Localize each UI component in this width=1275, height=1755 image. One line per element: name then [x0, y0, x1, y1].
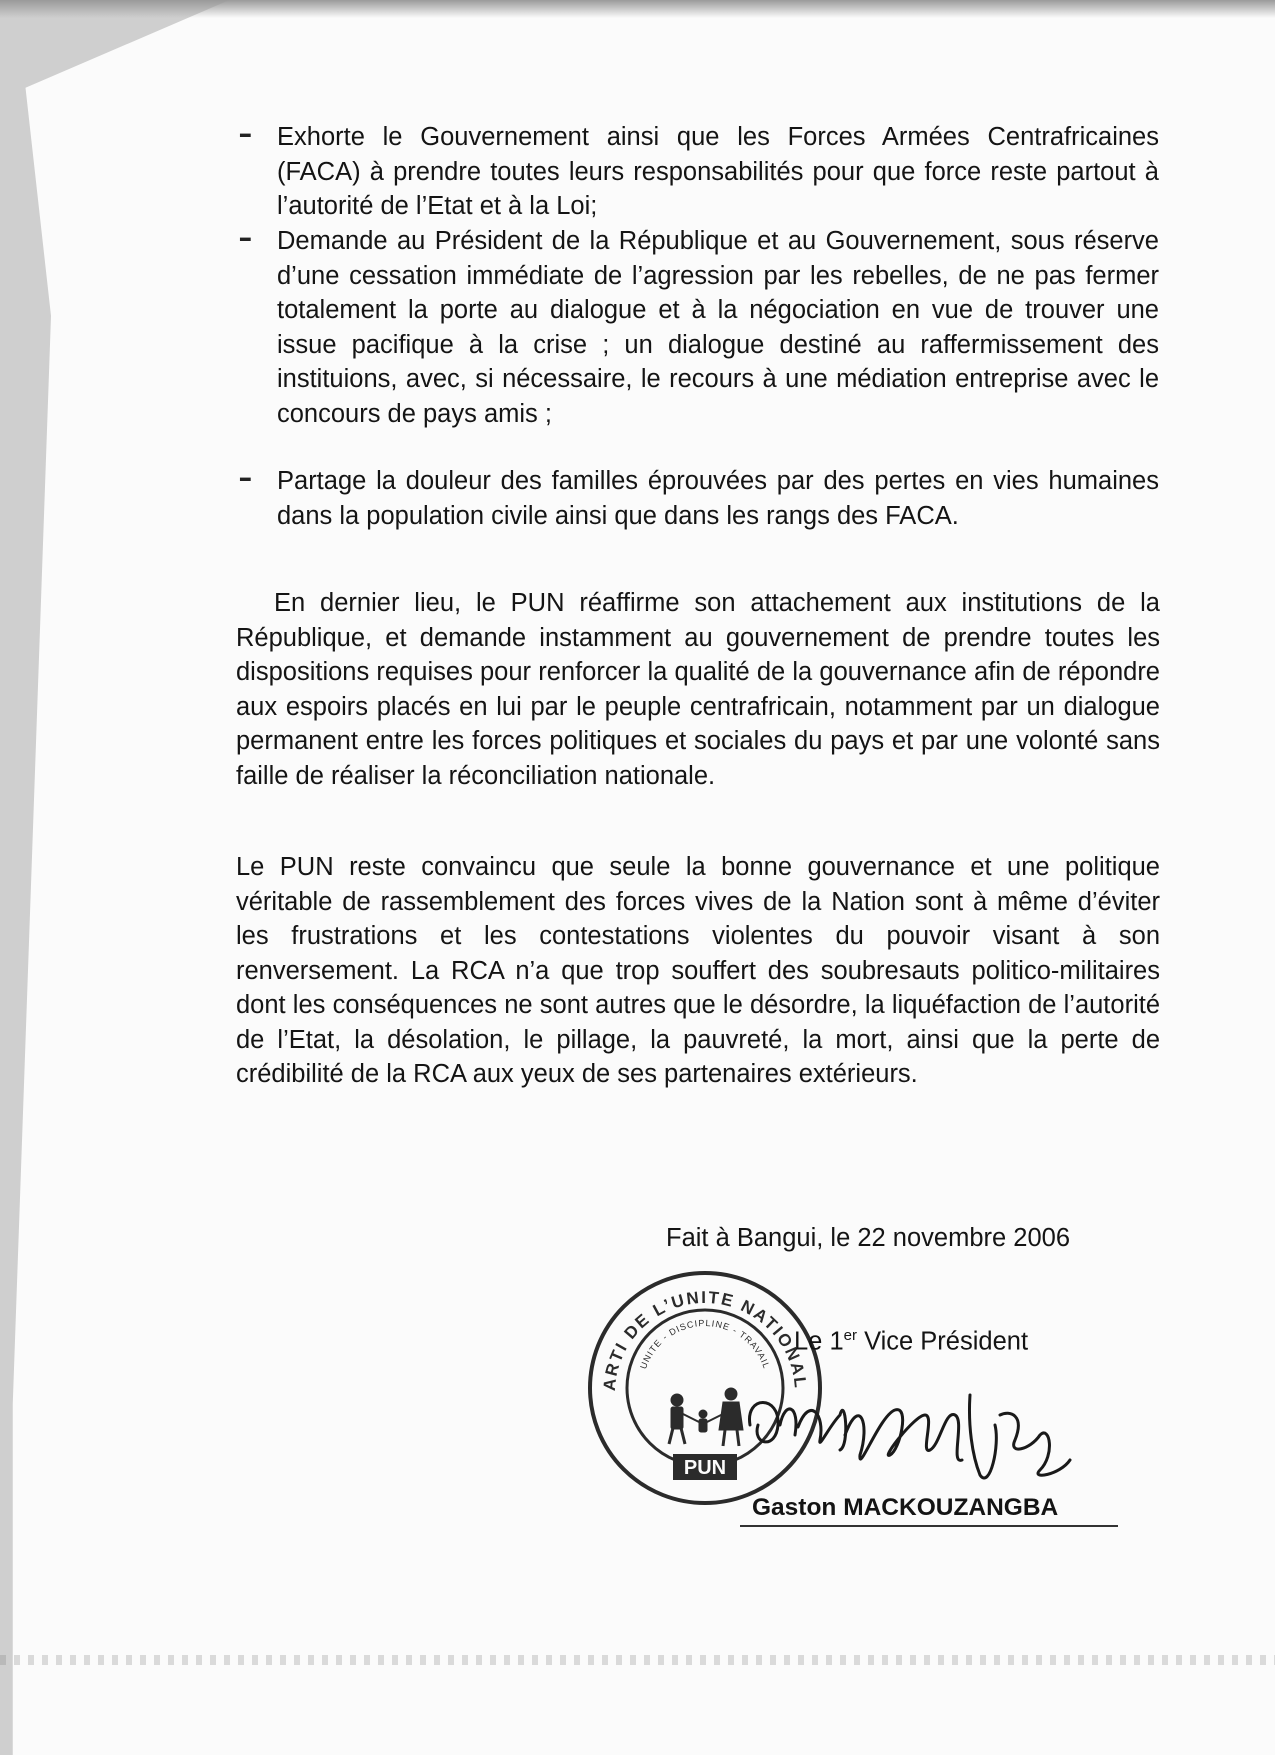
signatory-name: Gaston MACKOUZANGBA	[752, 1494, 1059, 1521]
signatory-title-prefix: Le 1	[794, 1327, 844, 1356]
handwritten-signature	[740, 1355, 1100, 1500]
bullet-marker: -	[238, 212, 253, 261]
bullet-item-demande: Demande au Président de la République et au Gouvernement, sous réserve d’une cessation immédiate de l’agression par les rebelles, de ne pas fermer totalement la porte au dialogue et à la négociation en vue de trouver une issue pacifique à la crise ; un dialogue destiné au raffermissement des instituions, avec, si nécessaire, le recours à une médiation entreprise avec le concours de pays amis ;	[277, 227, 1159, 428]
bullet-item-partage: Partage la douleur des familles éprouvées par des pertes en vies humaines dans la population civile ainsi que dans les rangs des FACA.	[277, 467, 1159, 530]
signatory-title-sup: er	[843, 1327, 857, 1344]
stamp-center-text: PUN	[683, 1457, 727, 1479]
signature-graphic	[740, 1355, 1100, 1495]
signatory-title-suffix: Vice Président	[856, 1327, 1029, 1356]
place-and-date: Fait à Bangui, le 22 novembre 2006	[666, 1224, 1071, 1252]
stamp-outer-text: ARTI DE L’UNITE NATIONAL	[599, 1287, 811, 1392]
stamp-inner-text: UNITE - DISCIPLINE - TRAVAIL	[638, 1317, 772, 1371]
signatory-title	[794, 1327, 1028, 1357]
paragraph-pun-convaincu: Le PUN reste convaincu que seule la bonne gouvernance et une politique véritable de rassemblement des forces vives de la Nation sont à même d’éviter les frustrations et les contestations violentes du pouvoir visant à son renversement. La RCA n’a que trop souffert des soubresauts politico-militaires dont les conséquences ne sont autres que le désordre, la liquéfaction de l’autorité de l’Etat, la désolation, le pillage, la pauvreté, la mort, ainsi que la perte de crédibilité de la RCA aux yeux de ses partenaires extérieurs.	[236, 853, 1160, 1088]
bullet-marker: -	[238, 108, 253, 157]
bullet-marker: -	[238, 452, 253, 501]
name-underline	[740, 1525, 1118, 1527]
bullet-item-exhorte: Exhorte le Gouvernement ainsi que les Forces Armées Centrafricaines (FACA) à prendre toutes leurs responsabilités pour que force reste partout à l’autorité de l’Etat et à la Loi;	[277, 123, 1159, 220]
paragraph-dernier-lieu: En dernier lieu, le PUN réaffirme son attachement aux institutions de la République, et demande instamment au gouvernement de prendre toutes les dispositions requises pour renforcer la qualité de la gouvernance afin de répondre aux espoirs placés en lui par le peuple centrafricain, notamment par un dialogue permanent entre les forces politiques et sociales du pays et par une volonté sans faille de réaliser la réconciliation nationale.	[236, 589, 1160, 790]
